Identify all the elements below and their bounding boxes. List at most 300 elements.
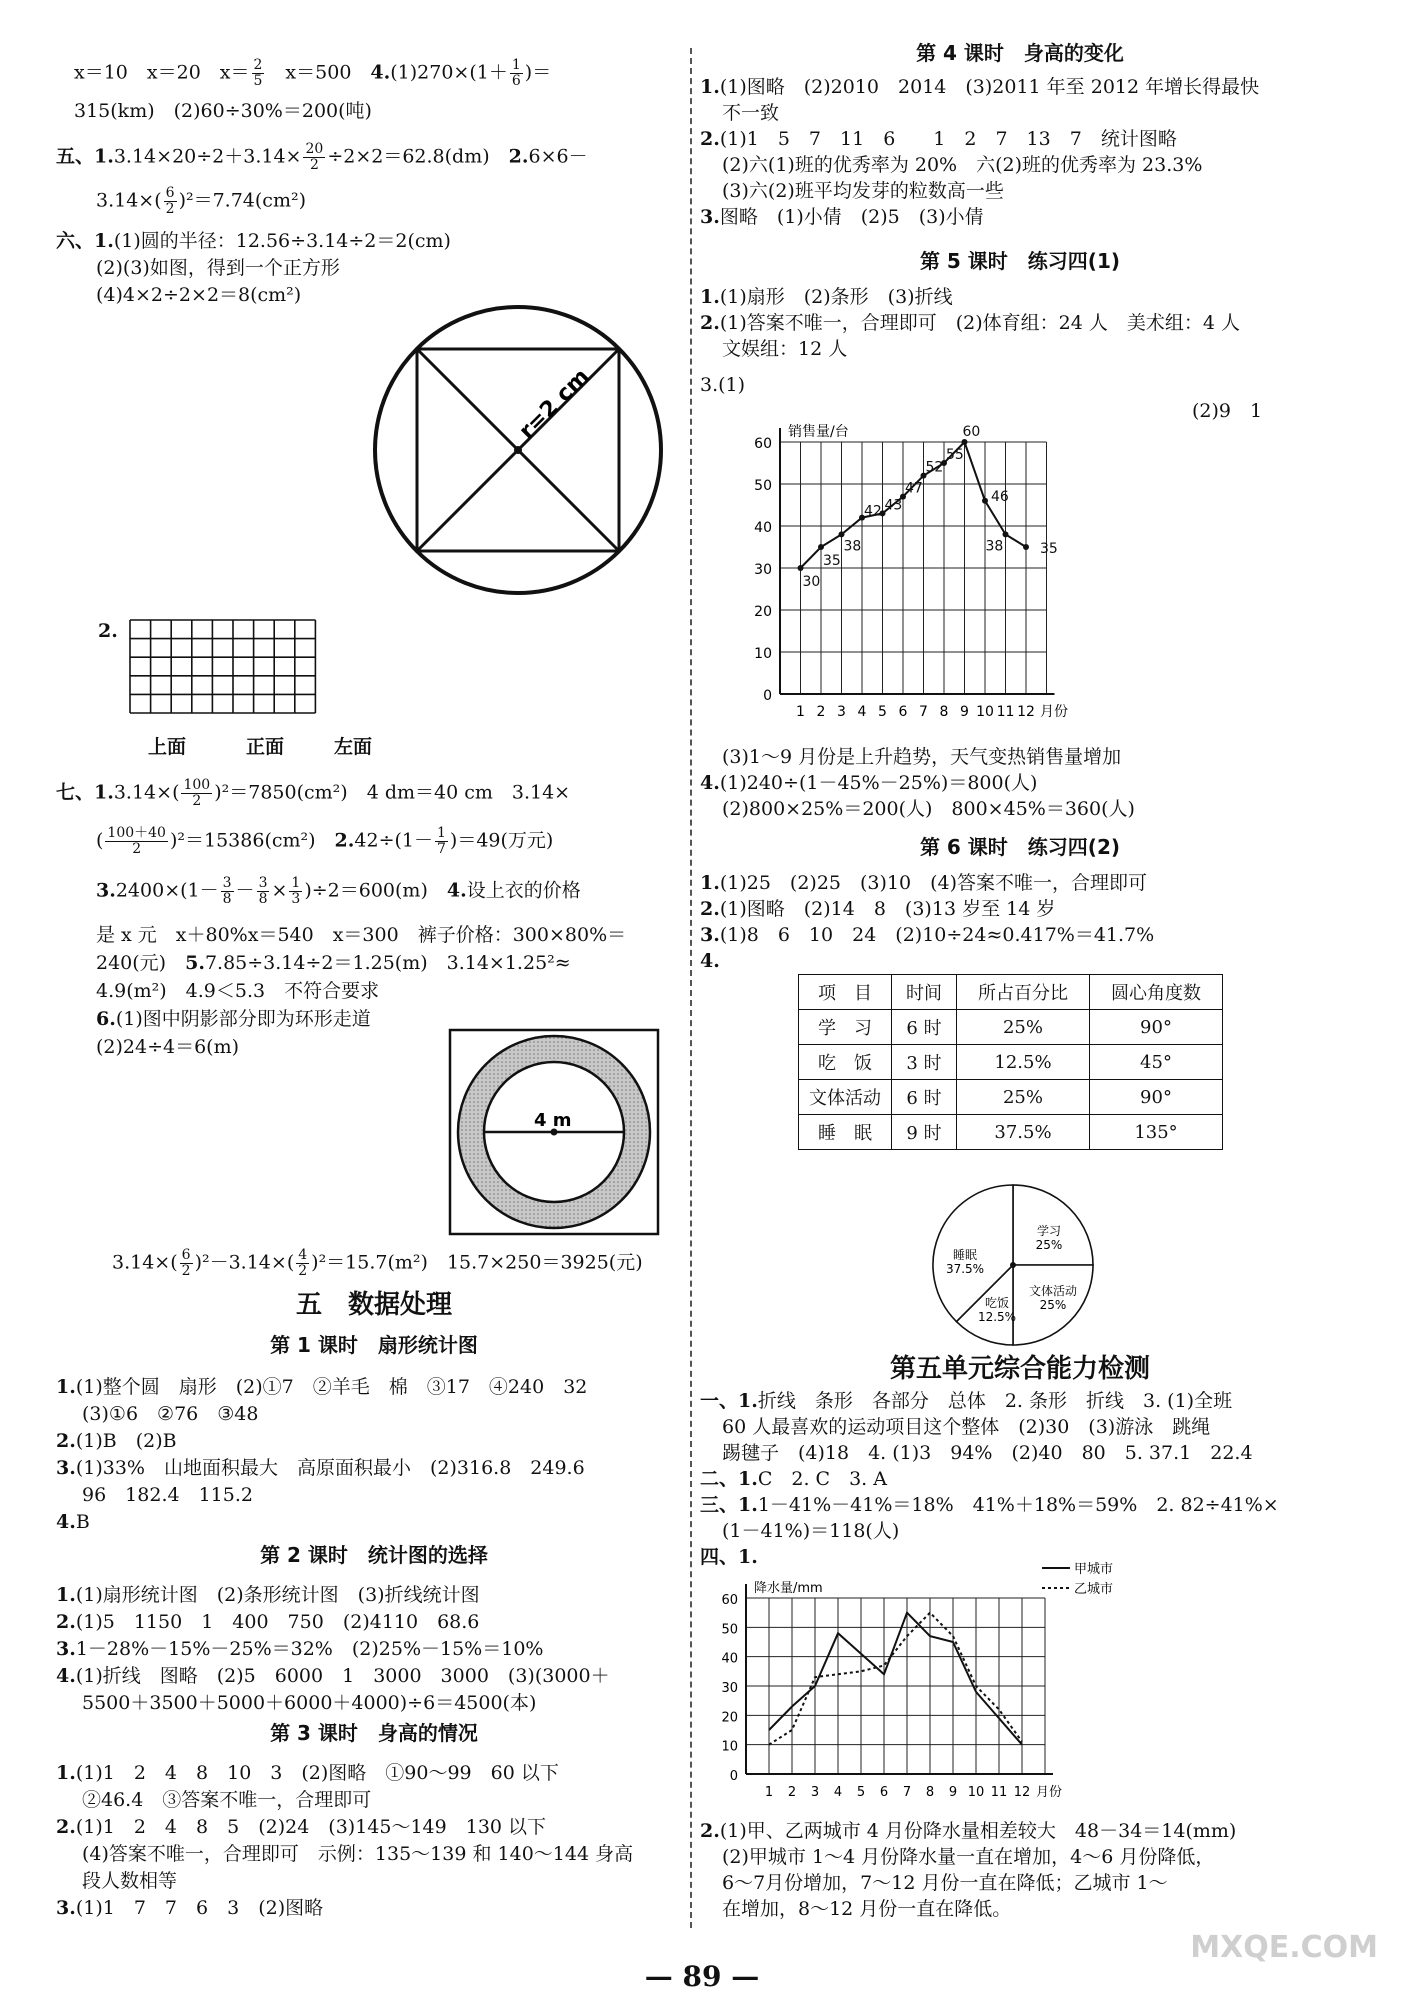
question-number: 6.: [96, 1008, 116, 1030]
table-cell: 6 时: [892, 1080, 957, 1115]
answer-text: (1)5 1150 1 400 750 (2)4110 68.6: [75, 1611, 480, 1633]
answer-line: [56, 1814, 546, 1840]
text: 3.14×(: [96, 189, 162, 212]
answer-line: (2)24÷4＝6(m): [96, 1036, 240, 1058]
answer-line: [722, 1896, 1011, 1922]
table-cell: 90°: [1090, 1080, 1223, 1115]
answer-line: [56, 1760, 559, 1786]
column-divider: [690, 48, 692, 1928]
view-label-top: 上面: [148, 736, 187, 758]
text: x＝500: [266, 61, 371, 84]
answer-text: 段人数相等: [82, 1870, 178, 1892]
text: 3.14×(: [112, 1251, 178, 1274]
answer-text: (1)240÷(1－45%－25%)＝800(人): [719, 772, 1038, 794]
table-cell: 吃 饭: [799, 1045, 892, 1080]
x-tick-label: 4: [833, 1785, 843, 1800]
answer-line: (4)4×2÷2×2＝8(cm²): [96, 284, 302, 306]
fraction: [303, 142, 325, 173]
y-tick-label: 60: [721, 1593, 738, 1608]
fraction: [180, 1248, 193, 1279]
answer-text: (2)甲城市 1～4 月份降水量一直在增加，4～6 月份降低，: [722, 1846, 1215, 1868]
question-number: 二、1.: [700, 1468, 758, 1490]
x-tick-label: 12: [1013, 1785, 1031, 1800]
denominator: 5: [253, 73, 263, 89]
answer-line: [722, 1414, 1210, 1440]
question-number: 3.: [56, 1638, 76, 1660]
denominator: 2: [132, 841, 142, 857]
y-tick-label: 10: [721, 1739, 738, 1755]
answer-line: [700, 870, 1147, 896]
data-label: 55: [946, 447, 964, 463]
answer-line: [56, 1663, 610, 1689]
x-axis-label: 月份: [1036, 1785, 1063, 1800]
text: (1)圆的半径：12.56÷3.14÷2＝2(cm): [113, 230, 451, 252]
text: 240(元): [96, 952, 186, 974]
numerator: 20: [305, 141, 324, 157]
numerator: 100: [183, 777, 211, 793]
answer-text: (1)折线 图略 (2)5 6000 1 3000 3000 (3)(3000＋: [75, 1665, 610, 1687]
question-number: 4.: [370, 61, 391, 84]
answer-text: C 2. C 3. A: [757, 1468, 887, 1490]
answer-line: [96, 186, 306, 217]
question-number: 3.: [700, 924, 720, 946]
y-tick-label: 10: [754, 646, 772, 662]
answer-text: (1)1 5 7 11 6 1 2 7 13 7 统计图略: [719, 128, 1177, 150]
answer-line: [112, 1248, 643, 1279]
fraction: [164, 186, 177, 217]
question-number: 2.: [56, 1611, 76, 1633]
answer-line: [700, 896, 1055, 922]
table-cell: 25%: [957, 1080, 1090, 1115]
table-cell: 90°: [1090, 1010, 1223, 1045]
answer-line: [700, 1466, 887, 1492]
denominator: 2: [309, 157, 319, 173]
answer-line: [722, 1870, 1168, 1896]
answer-text: (1)扇形统计图 (2)条形统计图 (3)折线统计图: [75, 1584, 480, 1606]
x-tick-label: 9: [948, 1785, 958, 1800]
question-number: 五、1.: [56, 145, 114, 168]
answer-text: 踢毽子 (4)18 4. (1)3 94% (2)40 80 5. 37.1 22.4: [722, 1442, 1253, 1464]
data-point: [818, 544, 824, 550]
answer-line: [700, 770, 1037, 796]
table-row: [799, 1115, 1223, 1150]
question-number: 1.: [56, 1376, 76, 1398]
answer-text: 5500＋3500＋5000＋6000＋4000)÷6＝4500(本): [82, 1692, 537, 1714]
denominator: 6: [511, 73, 521, 89]
text: (: [96, 829, 104, 852]
legend-label: 甲城市: [1074, 1562, 1114, 1577]
fraction: [435, 826, 448, 857]
pie-value: 25%: [1039, 1298, 1067, 1312]
answer-text: (1)33% 山地面积最大 高原面积最小 (2)316.8 249.6: [75, 1457, 585, 1479]
answer-text: (1)答案不唯一，合理即可 (2)体育组：24 人 美术组：4 人: [719, 312, 1241, 334]
denominator: 2: [165, 201, 175, 217]
data-label: 52: [925, 459, 944, 476]
answer-text: 在增加，8～12 月份一直在降低。: [722, 1898, 1012, 1920]
x-tick-label: 1: [796, 704, 805, 720]
answer-line: [700, 284, 953, 310]
answer-line: [700, 204, 984, 230]
data-point: [798, 565, 804, 571]
answer-text: 1－41%－41%＝18% 41%＋18%＝59% 2. 82÷41%×: [757, 1494, 1279, 1516]
data-label: 42: [864, 503, 882, 520]
answer-line: [700, 922, 1154, 948]
x-tick-label: 8: [939, 704, 949, 720]
answer-line: [56, 1582, 480, 1608]
data-label: 35: [823, 553, 841, 569]
answer-line: [56, 1455, 585, 1481]
y-tick-label: 40: [754, 520, 772, 536]
pie-value: 25%: [1035, 1238, 1063, 1252]
answer-text: 60 人最喜欢的运动项目这个整体 (2)30 (3)游泳 跳绳: [722, 1416, 1211, 1438]
pie-value: 37.5%: [945, 1262, 985, 1276]
view-label-left: 左面: [334, 736, 373, 758]
x-tick-label: 2: [816, 704, 826, 720]
question-number: 1.: [700, 76, 720, 98]
numerator: 3: [222, 875, 232, 891]
data-label: 38: [843, 538, 862, 555]
answer-line: [56, 142, 588, 173]
question-number: 3.: [700, 206, 720, 228]
y-tick-label: 0: [729, 1769, 738, 1784]
answer-line: [96, 950, 571, 976]
x-tick-label: 10: [967, 1785, 985, 1800]
answer-line: [722, 1844, 1214, 1870]
x-tick-label: 7: [902, 1785, 912, 1800]
answer-line: [82, 1690, 536, 1716]
question-number: 4.: [700, 950, 720, 972]
answer-line: [700, 1388, 1232, 1414]
question-number: 3.(1): [700, 374, 746, 396]
fraction: [181, 778, 212, 809]
text: 3.14×(: [113, 781, 180, 804]
answer-line: [56, 1636, 543, 1662]
data-label: 60: [962, 424, 981, 440]
answer-line: [700, 310, 1240, 336]
numerator: 1: [437, 825, 446, 841]
x-tick-label: 6: [879, 1785, 889, 1800]
table-header-row: [799, 975, 1223, 1010]
x-tick-label: 7: [919, 704, 928, 720]
answer-line: [96, 1006, 371, 1032]
x-tick-label: 12: [1017, 704, 1035, 720]
question-number: 六、1.: [56, 230, 114, 252]
ring-figure: [448, 1028, 662, 1238]
table-cell: 6 时: [892, 1010, 957, 1045]
pie-label: 文体活动: [1028, 1284, 1078, 1298]
question-number: 2.: [56, 1816, 76, 1838]
data-label: 43: [884, 497, 903, 514]
data-label: 46: [991, 488, 1009, 505]
question-number: 1.: [700, 872, 720, 894]
answer-text: 不一致: [722, 102, 780, 124]
question-number: 4.: [446, 879, 467, 902]
answer-text: (4)答案不唯一，合理即可 示例：135～139 和 140～144 身高: [82, 1843, 634, 1865]
fraction: [105, 826, 168, 857]
x-tick-label: 11: [996, 704, 1015, 720]
answer-text: (1)甲、乙两城市 4 月份降水量相差较大 48－34＝14(mm): [719, 1820, 1237, 1842]
text: )²＝7850(cm²) 4 dm＝40 cm 3.14×: [214, 781, 571, 804]
question-number: 2.: [508, 145, 529, 168]
answer-line: [74, 58, 551, 89]
answer-line: [700, 948, 720, 974]
series-line: [769, 1613, 1022, 1745]
question-number: 3.: [96, 879, 116, 902]
answer-text: 文娱组：12 人: [722, 338, 848, 360]
data-point: [1003, 531, 1009, 537]
answer-line: [82, 1482, 253, 1508]
answer-line: [722, 744, 1121, 770]
unit-test-title: 第五单元综合能力检测: [889, 1354, 1150, 1384]
y-tick-label: 50: [721, 1622, 738, 1638]
question-number: 2.: [98, 620, 118, 642]
x-tick-label: 2: [787, 1785, 797, 1800]
denominator: 8: [222, 891, 232, 907]
table-cell: 135°: [1090, 1115, 1223, 1150]
y-tick-label: 50: [754, 478, 772, 494]
answer-text: (1)B (2)B: [75, 1430, 177, 1452]
answer-line: [96, 826, 553, 857]
answer-text: 6～7月份增加，7～12 月份一直在降低；乙城市 1～: [722, 1872, 1168, 1894]
answer-text: (1)图略 (2)2010 2014 (3)2011 年至 2012 年增长得最快: [719, 76, 1260, 98]
numerator: 100＋40: [107, 825, 166, 841]
fraction: [252, 58, 265, 89]
question-number: 四、1.: [700, 1546, 758, 1568]
view-grid: [128, 618, 388, 732]
x-tick-label: 4: [857, 704, 867, 720]
x-axis-label: 月份: [1040, 704, 1068, 720]
series-line: [769, 1613, 1022, 1745]
text: (1)图中阴影部分即为环形走道: [115, 1008, 371, 1030]
x-tick-label: 3: [810, 1785, 820, 1800]
question-number: 七、1.: [56, 781, 114, 804]
lesson-heading: 第 4 课时 身高的变化: [916, 41, 1124, 65]
answer-line: [722, 336, 847, 362]
answer-line: [96, 876, 581, 907]
answer-line: [56, 1895, 323, 1921]
text: 2400×(1－: [115, 879, 219, 902]
answer-line: [722, 1440, 1253, 1466]
text: 3.14×20÷2＋3.14×: [113, 145, 302, 168]
answer-line: [82, 1868, 177, 1894]
answer-text: (1)图略 (2)14 8 (3)13 岁至 14 岁: [719, 898, 1056, 920]
answer-line: [56, 778, 570, 809]
pie-label: 睡眠: [952, 1248, 978, 1262]
question-number: 3.: [56, 1457, 76, 1479]
answer-line: [700, 1492, 1279, 1518]
answer-text: (1)1 7 7 6 3 (2)图略: [75, 1897, 324, 1919]
answer-line: (2)(3)如图，得到一个正方形: [96, 257, 340, 279]
data-label: 30: [802, 574, 821, 590]
numerator: 3: [258, 875, 268, 891]
numerator: 1: [511, 57, 521, 73]
text: )²＝15386(cm²): [169, 829, 335, 852]
rainfall-line-chart: [721, 1558, 1164, 1804]
answer-line: [56, 1509, 90, 1535]
table-row: [799, 1080, 1223, 1115]
x-tick-label: 8: [925, 1785, 935, 1800]
answer-line: [56, 1374, 587, 1400]
lesson-heading: 第 2 课时 统计图的选择: [260, 1543, 488, 1567]
numerator: 6: [181, 1247, 191, 1263]
text: )÷2＝600(m): [304, 879, 447, 902]
time-pie-chart: [928, 1180, 1098, 1350]
page-number: — 89 —: [644, 1960, 760, 1993]
answer-line: [82, 1787, 371, 1813]
lesson-heading: 第 3 课时 身高的情况: [270, 1721, 478, 1745]
lesson-heading: 第 5 课时 练习四(1): [919, 249, 1121, 273]
answer-line: [56, 1428, 177, 1454]
fraction: [289, 876, 302, 907]
y-axis-label: 降水量/mm: [754, 1581, 823, 1596]
answer-line: [82, 1401, 258, 1427]
answer-text: (1)1 2 4 8 10 3 (2)图略 ①90～99 60 以下: [75, 1762, 559, 1784]
answer-line: [700, 74, 1259, 100]
data-label: 47: [905, 480, 923, 497]
fraction: [221, 876, 234, 907]
data-point: [982, 498, 988, 504]
pie-center: [1010, 1262, 1016, 1268]
denominator: 3: [291, 891, 301, 907]
data-label: 38: [985, 538, 1004, 555]
x-tick-label: 11: [990, 1785, 1008, 1800]
fraction: [296, 1248, 309, 1279]
denominator: 2: [181, 1263, 191, 1279]
table-cell: 25%: [957, 1010, 1090, 1045]
y-tick-label: 60: [754, 436, 772, 452]
answer-text: B: [75, 1511, 90, 1533]
question-number: 2.: [700, 898, 720, 920]
answer-line: [700, 1818, 1236, 1844]
answer-text: (1)扇形 (2)条形 (3)折线: [719, 286, 953, 308]
question-number: 1.: [56, 1584, 76, 1606]
numerator: 6: [165, 185, 175, 201]
text: (1)270×(1＋: [390, 61, 508, 84]
question-number: 2.: [334, 829, 355, 852]
answer-text: ②46.4 ③答案不唯一，合理即可: [82, 1789, 372, 1811]
table-header: 项 目: [799, 975, 892, 1010]
y-tick-label: 20: [754, 604, 772, 620]
table-header: 圆心角度数: [1090, 975, 1223, 1010]
x-tick-label: 3: [837, 704, 846, 720]
text: 7.85÷3.14÷2＝1.25(m) 3.14×1.25²≈: [204, 952, 571, 974]
x-tick-label: 5: [878, 704, 887, 720]
answer-line: [82, 1841, 633, 1867]
answer-text: (3)①6 ②76 ③48: [82, 1403, 259, 1425]
table-row: [799, 1045, 1223, 1080]
x-tick-label: 9: [960, 704, 969, 720]
y-tick-label: 30: [721, 1681, 738, 1696]
lesson-heading: 第 6 课时 练习四(2): [919, 835, 1121, 859]
text: －: [235, 879, 255, 902]
y-tick-label: 40: [721, 1651, 738, 1667]
answer-line: [56, 228, 451, 254]
answer-text: (3)六(2)班平均发芽的粒数高一些: [722, 180, 1004, 202]
text: )＝: [524, 61, 552, 84]
center-point: [514, 446, 522, 454]
answer-line: [700, 126, 1177, 152]
question-number: 3.: [56, 1897, 76, 1919]
answer-line: [722, 1518, 899, 1544]
question-number: 5.: [185, 952, 205, 974]
table-cell: 45°: [1090, 1045, 1223, 1080]
text: x＝10 x＝20 x＝: [74, 61, 250, 84]
lesson-heading: 第 1 课时 扇形统计图: [270, 1333, 478, 1357]
question-number: 三、1.: [700, 1494, 758, 1516]
text: )＝49(万元): [449, 829, 554, 852]
answer-line: [722, 796, 1135, 822]
question-number: 一、1.: [700, 1390, 758, 1412]
answer-text: (2)9 1: [1192, 400, 1263, 422]
answer-line: [722, 178, 1004, 204]
answer-text: (1)25 (2)25 (3)10 (4)答案不唯一，合理即可: [719, 872, 1148, 894]
denominator: 7: [437, 841, 446, 857]
data-point: [1023, 544, 1029, 550]
x-tick-label: 1: [764, 1785, 774, 1800]
answer-line: 315(km) (2)60÷30%＝200(吨): [74, 100, 372, 122]
question-number: 4.: [56, 1665, 76, 1687]
question-number: 4.: [700, 772, 720, 794]
answer-text: 96 182.4 115.2: [82, 1484, 253, 1506]
question-number: 2.: [700, 128, 720, 150]
y-tick-label: 20: [721, 1710, 738, 1726]
numerator: 2: [253, 57, 263, 73]
answer-line: [722, 152, 1202, 178]
text: )²＝15.7(m²) 15.7×250＝3925(元): [311, 1251, 643, 1274]
table-cell: 37.5%: [957, 1115, 1090, 1150]
question-number: 1.: [56, 1762, 76, 1784]
x-tick-label: 5: [856, 1785, 866, 1800]
question-number: 2.: [56, 1430, 76, 1452]
answer-text: (1)整个圆 扇形 (2)①7 ②羊毛 棉 ③17 ④240 32: [75, 1376, 588, 1398]
table-row: [799, 1010, 1223, 1045]
view-label-front: 正面: [246, 736, 285, 758]
answer-text: (3)1～9 月份是上升趋势，天气变热销售量增加: [722, 746, 1122, 768]
x-tick-label: 6: [898, 704, 908, 720]
table-cell: 睡 眠: [799, 1115, 892, 1150]
table-header: 所占百分比: [957, 975, 1090, 1010]
watermark: MXQE.COM: [1190, 1930, 1378, 1965]
question-number: 4.: [56, 1511, 76, 1533]
diameter-label: 4 m: [534, 1110, 572, 1131]
radius-label: r=2 cm: [514, 364, 595, 445]
pie-label: 学习: [1036, 1224, 1062, 1238]
page-number-value: 89: [682, 1960, 722, 1993]
answer-line: 4.9(m²) 4.9＜5.3 不符合要求: [96, 980, 380, 1002]
unit-title: 五 数据处理: [295, 1290, 452, 1320]
answer-text: (1－41%)＝118(人): [722, 1520, 900, 1542]
x-tick-label: 10: [976, 704, 994, 720]
y-tick-label: 30: [754, 562, 772, 578]
denominator: 2: [298, 1263, 308, 1279]
answer-text: 折线 条形 各部分 总体 2. 条形 折线 3. (1)全班: [757, 1390, 1233, 1412]
numerator: 4: [298, 1247, 308, 1263]
denominator: 8: [258, 891, 268, 907]
answer-text: (1)1 2 4 8 5 (2)24 (3)145～149 130 以下: [75, 1816, 547, 1838]
question-number: 2.: [700, 312, 720, 334]
text: ×: [271, 879, 288, 902]
text: ÷2×2＝62.8(dm): [327, 145, 509, 168]
answer-text: (2)六(1)班的优秀率为 20% 六(2)班的优秀率为 23.3%: [722, 154, 1203, 176]
table-cell: 文体活动: [799, 1080, 892, 1115]
sales-line-chart: [750, 378, 1130, 740]
question-number: 2.: [700, 1820, 720, 1842]
denominator: 2: [192, 793, 202, 809]
pie-label: 吃饭: [984, 1296, 1010, 1310]
answer-text: 1－28%－15%－25%＝32% (2)25%－15%＝10%: [75, 1638, 544, 1660]
time-table: [798, 974, 1223, 1150]
data-point: [839, 531, 845, 537]
